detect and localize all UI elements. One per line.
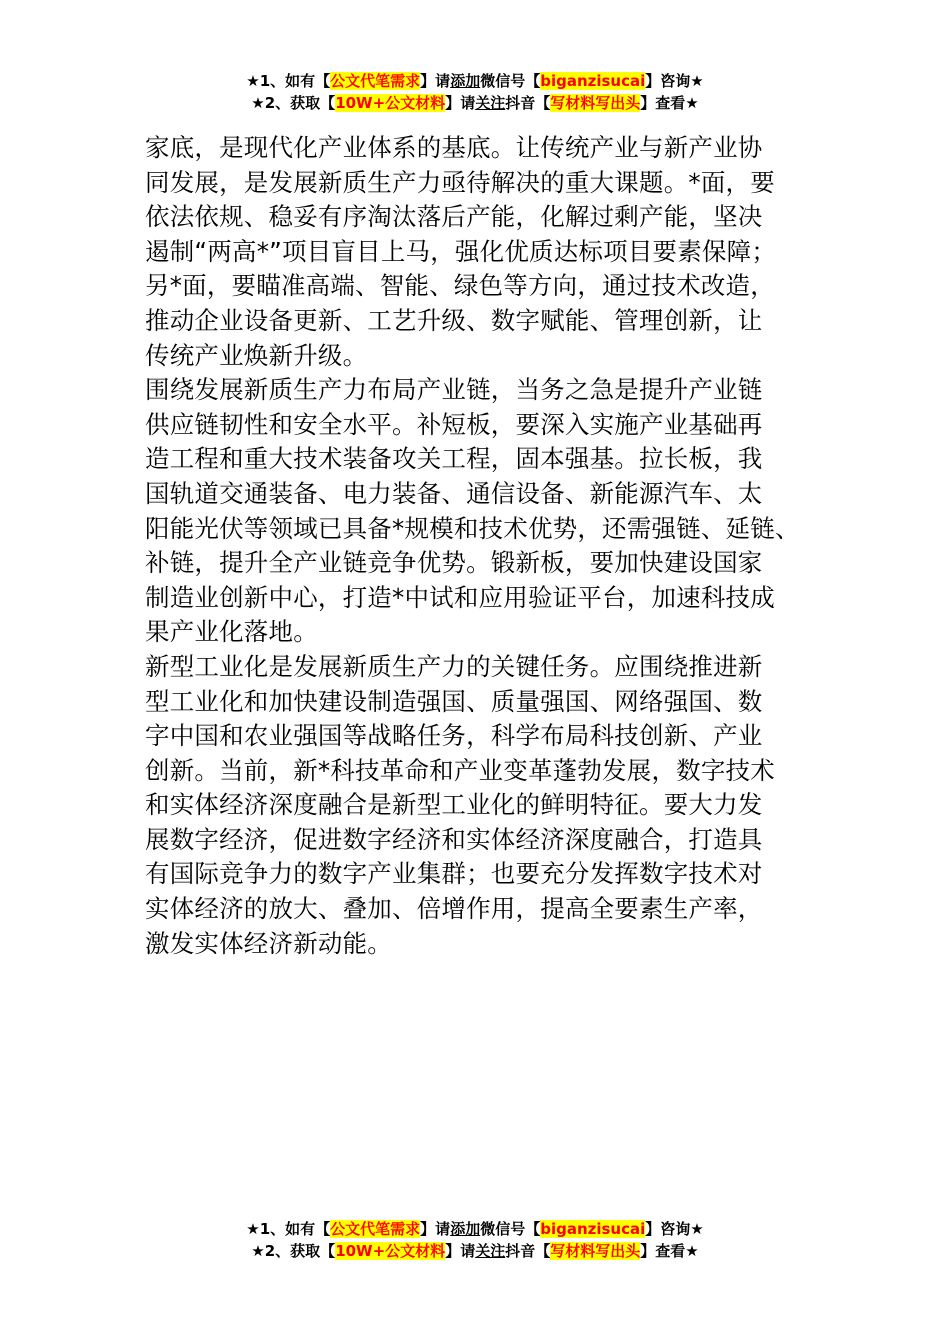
text-line: 传统产业焕新升级。 xyxy=(145,340,368,370)
highlight-wechat-id: biganzisucai xyxy=(540,1220,646,1238)
text-line: 展数字经济，促进数字经济和实体经济深度融合，打造具 xyxy=(145,824,763,854)
underlined-text: 添加 xyxy=(450,72,481,90)
text-line: 和实体经济深度融合是新型工业化的鲜明特征。要大力发 xyxy=(145,790,763,820)
banner-text: ★1、如有【 xyxy=(246,1220,331,1238)
text-line: 制造业创新中心，打造*中试和应用验证平台，加速科技成 xyxy=(145,582,775,612)
text-line: 型工业化和加快建设制造强国、质量强国、网络强国、数 xyxy=(145,686,763,716)
text-line: 新型工业化是发展新质生产力的关键任务。应围绕推进新 xyxy=(145,651,763,681)
text-line: 围绕发展新质生产力布局产业链，当务之急是提升产业链 xyxy=(145,375,763,405)
text-line: 阳能光伏等领域已具备*规模和技术优势，还需强链、延链、 xyxy=(145,513,800,543)
banner-text: ★1、如有【 xyxy=(246,72,331,90)
highlight-service: 公文代笔需求 xyxy=(330,1220,421,1238)
banner-text: ★2、获取【 xyxy=(251,1242,336,1260)
banner-line-2 xyxy=(0,92,950,114)
text-line: 依法依规、稳妥有序淘汰落后产能，化解过剩产能，坚决 xyxy=(145,202,763,232)
banner-text: 】咨询★ xyxy=(645,72,704,90)
text-line: 有国际竞争力的数字产业集群；也要充分发挥数字技术对 xyxy=(145,859,763,889)
document-body xyxy=(145,131,810,961)
banner-text: 】咨询★ xyxy=(645,1220,704,1238)
banner-text: 抖音【 xyxy=(505,94,551,112)
text-line: 同发展，是发展新质生产力亟待解决的重大课题。*面，要 xyxy=(145,167,775,197)
text-line: 推动企业设备更新、工艺升级、数字赋能、管理创新，让 xyxy=(145,305,763,335)
highlight-service: 公文代笔需求 xyxy=(330,72,421,90)
underlined-text: 添加 xyxy=(450,1220,481,1238)
highlight-douyin-id: 写材料写出头 xyxy=(550,94,641,112)
text-line: 创新。当前，新*科技革命和产业变革蓬勃发展，数字技术 xyxy=(145,755,775,785)
text-line: 造工程和重大技术装备攻关工程，固本强基。拉长板，我 xyxy=(145,444,763,474)
highlight-wechat-id: biganzisucai xyxy=(540,72,646,90)
highlight-materials: 10W+公文材料 xyxy=(335,1242,446,1260)
banner-text: 】请 xyxy=(445,1242,476,1260)
footer-banner xyxy=(0,1218,950,1262)
banner-text: 】请 xyxy=(420,72,451,90)
paragraph-1 xyxy=(145,131,810,373)
banner-text: 】查看★ xyxy=(640,94,699,112)
banner-line-2 xyxy=(0,1240,950,1262)
highlight-materials: 10W+公文材料 xyxy=(335,94,446,112)
text-line: 实体经济的放大、叠加、倍增作用，提高全要素生产率， xyxy=(145,894,763,924)
banner-text: 】请 xyxy=(445,94,476,112)
banner-text: 】查看★ xyxy=(640,1242,699,1260)
text-line: 果产业化落地。 xyxy=(145,617,318,647)
banner-text: 抖音【 xyxy=(505,1242,551,1260)
header-banner xyxy=(0,70,950,114)
banner-text: 微信号【 xyxy=(480,1220,541,1238)
banner-line-1 xyxy=(0,1218,950,1240)
underlined-text: 关注 xyxy=(475,1242,506,1260)
text-line: 遏制“两高*”项目盲目上马，强化优质达标项目要素保障； xyxy=(145,236,777,266)
highlight-douyin-id: 写材料写出头 xyxy=(550,1242,641,1260)
paragraph-3 xyxy=(145,650,810,961)
text-line: 字中国和农业强国等战略任务，科学布局科技创新、产业 xyxy=(145,721,763,751)
banner-text: ★2、获取【 xyxy=(251,94,336,112)
paragraph-2 xyxy=(145,373,810,650)
banner-text: 微信号【 xyxy=(480,72,541,90)
underlined-text: 关注 xyxy=(475,94,506,112)
text-line: 供应链韧性和安全水平。补短板，要深入实施产业基础再 xyxy=(145,409,763,439)
banner-text: 】请 xyxy=(420,1220,451,1238)
text-line: 国轨道交通装备、电力装备、通信设备、新能源汽车、太 xyxy=(145,478,763,508)
banner-line-1 xyxy=(0,70,950,92)
text-line: 激发实体经济新动能。 xyxy=(145,928,392,958)
text-line: 补链，提升全产业链竞争优势。锻新板，要加快建设国家 xyxy=(145,548,763,578)
text-line: 另*面，要瞄准高端、智能、绿色等方向，通过技术改造， xyxy=(145,271,775,301)
text-line: 家底，是现代化产业体系的基底。让传统产业与新产业协 xyxy=(145,133,763,162)
